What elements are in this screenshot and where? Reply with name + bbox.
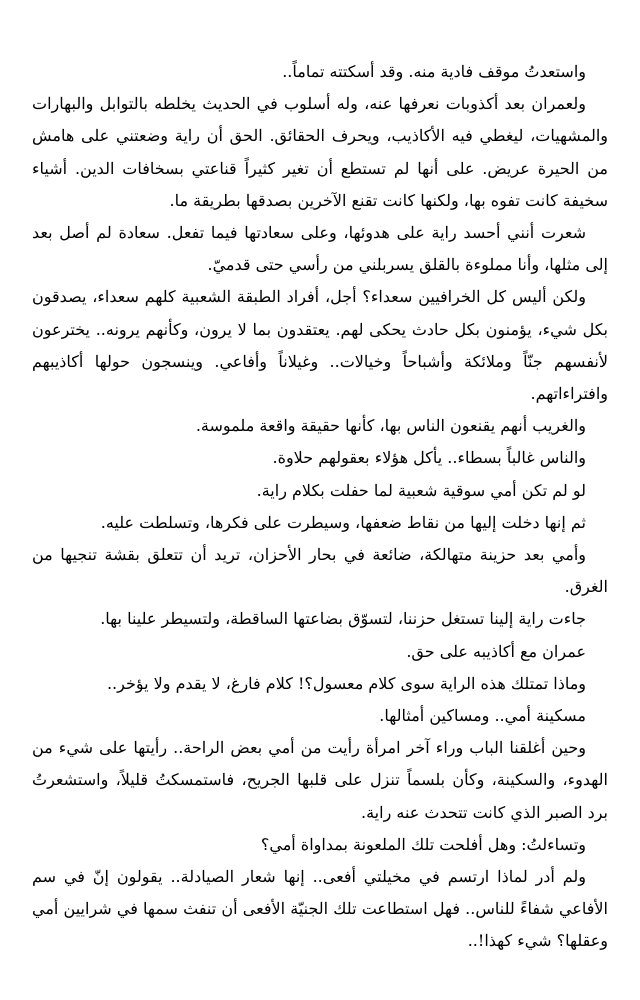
paragraph-4: ولكن أليس كل الخرافيين سعداء؟ أجل، أفراد الطبقة الشعبية كلهم سعداء، يصدقون بكل شيء، يؤمنون بكل حادث يحكى لهم. يعتقدون بما لا يرون، وكأنهم يرونه.. يخترعون لأنفسهم جنّاً وملائكة وأشباحاً وخيالات.. وغيلاناً وأفاعي. وينسجون حولها أكاذيبهم وافتراءاتهم. [32, 287, 608, 404]
paragraph-3: شعرت أنني أحسد راية على هدوئها، وعلى سعادتها فيما تفعل. سعادة لم أصل بعد إلى مثلها، وأنا مملوءة بالقلق يسربلني من رأسي حتى قدميّ. [32, 223, 608, 275]
paragraph-11: عمران مع أكاذيبه على حق. [406, 641, 586, 661]
paragraph-10: جاءت راية إلينا تستغل حزننا، لتسوّق بضاعتها الساقطة، ولتسيطر علينا بها. [100, 609, 586, 629]
paragraph-9: وأمي بعد حزينة متهالكة، ضائعة في بحار الأحزان، تريد أن تتعلق بقشة تنجيها من الغرق. [32, 545, 608, 597]
paragraph-5: والغريب أنهم يقنعون الناس بها، كأنها حقيقة واقعة ملموسة. [195, 416, 586, 436]
paragraph-15: وتساءلتُ: وهل أفلحت تلك الملعونة بمداواة أمي؟ [260, 834, 586, 854]
paragraph-6: والناس غالباً بسطاء.. يأكل هؤلاء بعقولهم حلاوة. [272, 448, 586, 468]
paragraph-13: مسكينة أمي.. ومساكين أمثالها. [379, 706, 586, 726]
paragraph-8: ثم إنها دخلت إليها من نقاط ضعفها، وسيطرت على فكرها، وتسلطت عليه. [100, 512, 586, 532]
paragraph-7: لو لم تكن أمي سوقية شعبية لما حفلت بكلام راية. [256, 480, 586, 500]
paragraph-16: ولم أدر لماذا ارتسم في مخيلتي أفعى.. إنها شعار الصيادلة.. يقولون إنّ في سم الأفاعي شفاءً للناس.. فهل استطاعت تلك الجنيّة الأفعى أن تنفث سمها في شرايين أمي وعقلها؟ شيء كهذا!.. [32, 867, 608, 951]
paragraph-1: واستعدتُ موقف فادية منه. وقد أسكتته تماماً.. [282, 62, 586, 81]
paragraph-12: وماذا تمتلك هذه الراية سوى كلام معسول؟! كلام فارغ، لا يقدم ولا يؤخر.. [106, 673, 586, 693]
paragraph-14: وحين أغلقنا الباب وراء آخر امرأة رأيت من أمي بعض الراحة.. رأيتها على شيء من الهدوء، والسكينة، وكأن بلسماً تنزل على قلبها الجريح، فاستمسكتُ قليلاً، واستشعرتُ برد الصبر الذي كانت تتحدث عنه راية. [32, 738, 609, 822]
document-page [32, 56, 608, 958]
paragraph-2: ولعمران بعد أكذوبات نعرفها عنه، وله أسلوب في الحديث يخلطه بالتوابل والبهارات والمشهيات، ليغطي فيه الأكاذيب، ويحرف الحقائق. الحق أن راية وضعتني على هامش من الحيرة عريض. على أنها لم تستطع أن تغير كثيراً قناعتي بسخافات الدين. أشياء سخيفة كانت تفوه بها، ولكنها كانت تقنع الآخرين بصدقها بطريقة ما. [32, 94, 609, 210]
